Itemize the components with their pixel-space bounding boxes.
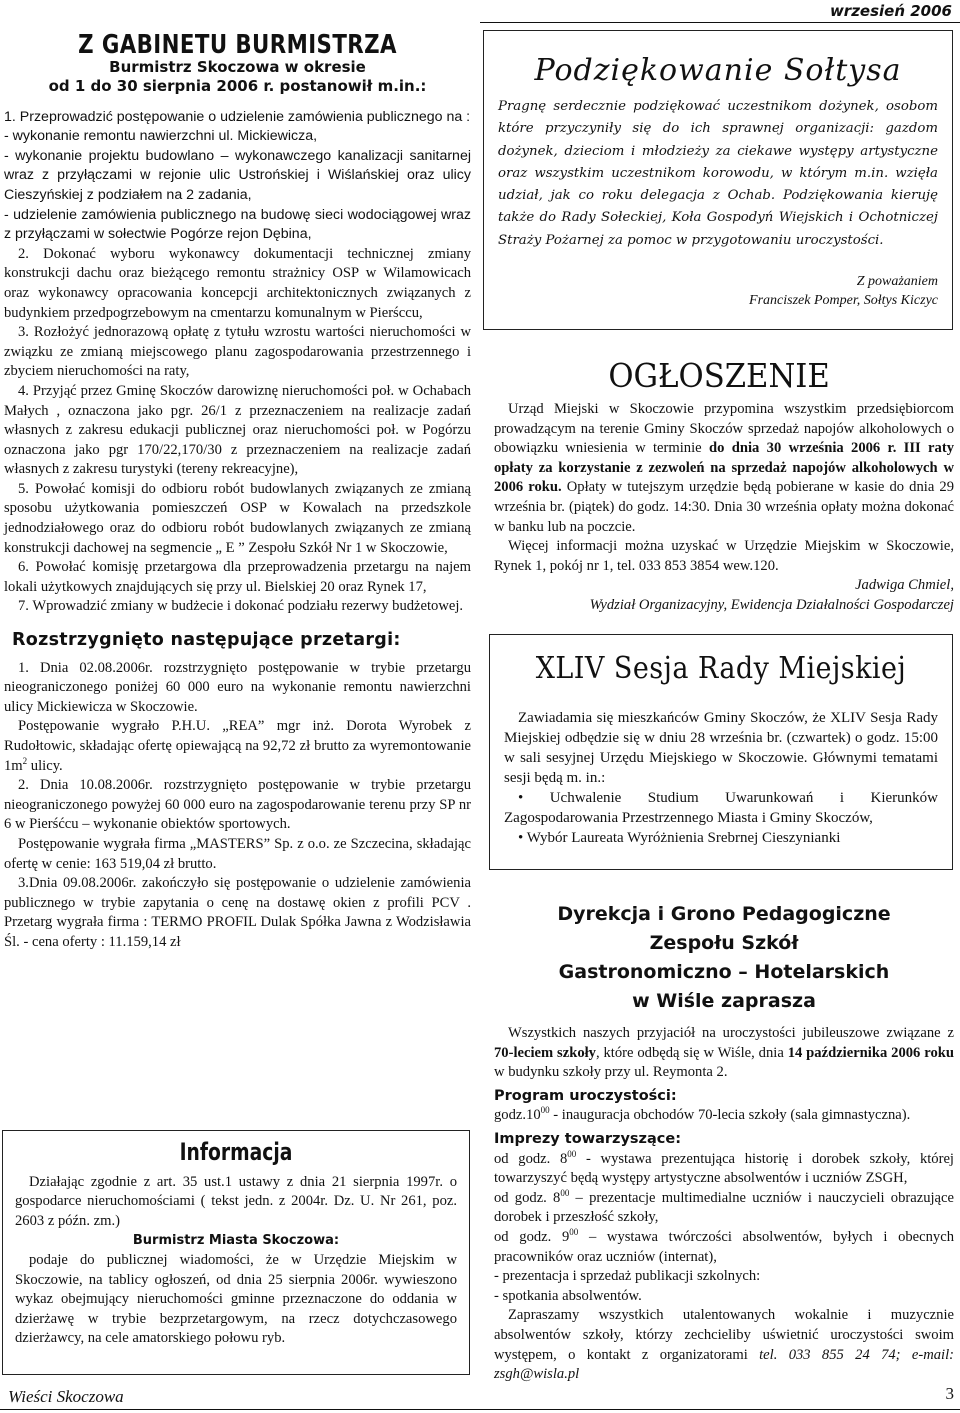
imprezy-2-time: od godz. 8: [494, 1189, 561, 1206]
sesja-box: [489, 634, 953, 870]
imprezy-1-sup: 00: [567, 1148, 577, 1159]
imprezy-1-time: od godz. 8: [494, 1150, 568, 1167]
imprezy-3-desc: – wystawa twórczości absolwentów, byłych i obecnych pracowników oraz uczniów (internat),: [494, 1228, 954, 1265]
ogloszenie-sign-name: Jadwiga Chmiel,: [855, 577, 954, 594]
szkola-heading: [494, 900, 954, 1016]
issue-date: wrzesień 2006: [829, 2, 952, 20]
tender-2-winner: Postępowanie wygrała firma „MASTERS” Sp. z o.o. ze Szczecina, składając ofertę w cenie: 163 519,04 zł brutto.: [4, 835, 471, 872]
szkola-heading-3: Gastronomiczno – Hotelarskich: [558, 961, 890, 983]
imprezy-1-desc: - wystawa prezentująca historię i dorobek szkoły, której towarzyszyć będą występy artystyczne absolwentów i uczniów ZSGH,: [494, 1150, 954, 1187]
decision-1b: - wykonanie projektu budowlano – wykonawczego kanalizacji sanitarnej wraz z przyłączami w rejonie ulic Ustrońskiej i Wiślańskiej oraz ulicy Cieszyńskiej z podziałem na 2 zadania,: [4, 147, 471, 203]
burmistrz-subtitle-line2: od 1 do 30 sierpnia 2006 r. postanowił m.in.:: [48, 76, 427, 95]
imprezy-2-sup: 00: [560, 1187, 570, 1198]
szkola-body: [494, 1024, 954, 1385]
bottom-rule: [0, 1409, 960, 1410]
sesja-bullet-1: • Uchwalenie Studium Uwarunkowań i Kierunków Zagospodarowania Przestrzennego Miasta i Gminy Skoczów,: [504, 790, 938, 826]
imprezy-item-5: - spotkania absolwentów.: [494, 1287, 642, 1304]
szkola-heading-2: Zespołu Szkół: [649, 932, 799, 954]
sesja-body: [504, 708, 938, 848]
decision-1c: - udzielenie zamówienia publicznego na budowę sieci wodociągowej wraz z przyłączami w sołectwie Pogórze rejon Dębina,: [4, 206, 471, 243]
sesja-p1: Zawiadamia się mieszkańców Gminy Skoczów, że XLIV Sesja Rady Miejskiej odbędzie się w dniu 28 września br. (czwartek) o godz. 15:00 w sali sesyjnej Urzędu Miejskiego w Skoczowie. Głównymi tematami sesji będą m. in.:: [504, 710, 938, 786]
podziekowanie-sign-greeting: Z poważaniem: [856, 274, 938, 290]
top-rule: [480, 22, 960, 23]
imprezy-3-sup: 00: [569, 1227, 579, 1238]
szkola-intro-date: 14 października 2006 roku: [787, 1044, 954, 1061]
podziekowanie-title: Podziękowanie Sołtysa: [534, 53, 902, 88]
szkola-outro: [494, 1306, 954, 1384]
ogloszenie-p2: Więcej informacji można uzyskać w Urzędzie Miejskim w Skoczowie, Rynek 1, pokój nr 1, tel. 033 853 3854 wew.120.: [494, 538, 954, 574]
szkola-intro-text: Wszystkich naszych przyjaciół na uroczystości jubileuszowe związane z: [508, 1025, 954, 1041]
informacja-issuer: Burmistrz Miasta Skoczowa:: [132, 1233, 340, 1249]
informacja-body: podaje do publicznej wiadomości, że w Urzędzie Miejskim w Skoczowie, na tablicy ogłoszeń, od dnia 25 sierpnia 2006r. wywieszono wykaz obejmujący nieruchomości gminne przeznaczone do oddania w dzierżawę w trybie bezprzetargowym, na rzecz dotychczasowego dzierżawcy, na cele amatorskiego połowu ryb.: [15, 1251, 457, 1347]
sesja-bullet-2: • Wybór Laureata Wyróżnienia Srebrnej Cieszynianki: [518, 830, 841, 846]
informacja-box: [2, 1130, 470, 1375]
program-desc: - inauguracja obchodów 70-lecia szkoły (sala gimnastyczna).: [549, 1107, 911, 1124]
imprezy-item-1: [494, 1150, 954, 1189]
decision-7: 7. Wprowadzić zmiany w budżecie i dokonać podziału rezerwy budżetowej.: [18, 598, 464, 615]
szkola-intro-tail: w budynku szkoły przy ul. Reymonta 2.: [494, 1064, 728, 1081]
szkola-contact: tel. 033 855 24 74; e-mail: zsgh@wisla.pl: [494, 1346, 955, 1383]
decision-2: 2. Dokonać wyboru wykonawcy dokumentacji technicznej zmiany konstrukcji dachu oraz bieżącego remontu strażnicy OSP w Wilamowicach oraz wykonawcy opracowania koncepcji architektonicznych związanych z budynkiem przedpogrzebowym na cmentarzu komunalnym w Pierśccu,: [4, 245, 471, 321]
szkola-heading-1: Dyrekcja i Grono Pedagogiczne: [557, 903, 891, 925]
ogloszenie-p1-deadline: do dnia 30 września 2006 r. III raty opłaty za korzystanie z zezwoleń na sprzedaż napojów alkoholowych w 2006 roku.: [494, 440, 954, 496]
ogloszenie-p1-tail: Opłaty w tutejszym urzędzie będą pobierane w kasie do dnia 29 września br. (piątek) do godz. 14:30. Dnia 30 września opłaty można dokonać w banku lub na poczcie.: [494, 479, 954, 535]
decision-1: 1. Przeprowadzić postępowanie o udzielenie zamówienia publicznego na :: [4, 108, 471, 125]
sesja-title: XLIV Sesja Rady Miejskiej: [535, 651, 907, 686]
ogloszenie-title: OGŁOSZENIE: [608, 356, 830, 395]
imprezy-heading: Imprezy towarzyszące:: [494, 1130, 682, 1147]
tender-2: 2. Dnia 10.08.2006r. rozstrzygnięto postępowanie w trybie przetargu nieograniczonego powyżej 60 000 euro na zagospodarowanie terenu przy SP nr 6 w Pierśćcu – wykonanie obiektów sportowych.: [4, 777, 471, 833]
szkola-heading-4: w Wiśle zaprasza: [632, 990, 816, 1012]
szkola-intro-mid: , które odbędą się w Wiśle, dnia: [595, 1044, 788, 1061]
decision-5: 5. Powołać komisji do odbioru robót budowlanych związanych ze zmianą sposobu użytkowania pomieszczeń OSP w Kowalach na przedszkole jednodziałowego oraz do odbioru robót budowlanych związanych ze zmianą konstrukcji dachowej na segmencie „ E ” Zespołu Szkół Nr 1 w Skoczowie,: [4, 480, 471, 556]
szkola-intro: [494, 1024, 954, 1083]
informacja-title: Informacja: [179, 1138, 293, 1166]
program-heading: Program uroczystości:: [494, 1087, 677, 1104]
decision-6: 6. Powołać komisję przetargowa dla przeprowadzenia przetargu na najem lokali użytkowych znajdujących się przy ul. Bielskiej 20 oraz Rynek 17,: [4, 559, 471, 595]
tender-1-winner-tail: ulicy.: [27, 757, 63, 774]
tender-1: 1. Dnia 02.08.2006r. rozstrzygnięto postępowanie w trybie przetargu nieograniczonego poniżej 60 000 euro na wykonanie remontu nawierzchni ulicy Mickiewicza w Skoczowie.: [4, 659, 471, 715]
footer-title: Wieści Skoczowa: [8, 1387, 124, 1406]
tender-1-winner-text: Postępowanie wygrało P.H.U. „REA” mgr inż. Dorota Wyrobek z Rudołtowic, składając ofertę opiewającą na 92,72 zł brutto za wyremontowanie 1m: [4, 718, 471, 774]
ogloszenie-p1: [494, 400, 954, 537]
program-time: godz.10: [494, 1107, 541, 1124]
imprezy-item-4: - prezentacja i sprzedaż publikacji szkolnych:: [494, 1268, 761, 1285]
ogloszenie-p1-text: Urząd Miejski w Skoczowie przypomina wszystkim przedsiębiorcom prowadzącym na terenie Gminy Skoczów sprzedaż napojów alkoholowych o obowiązku wniesienia w terminie: [494, 401, 954, 457]
informacja-legal: Działając zgodnie z art. 35 ust.1 ustawy z dnia 21 sierpnia 1997r. o gospodarce nieruchomościami ( tekst jedn. z 2004r. Dz. U. Nr 261, poz. 2603 z późn. zm.): [15, 1173, 457, 1229]
program-item: [494, 1106, 954, 1126]
imprezy-item-2: [494, 1189, 954, 1228]
page-number: 3: [945, 1384, 954, 1403]
imprezy-3-time: od godz. 9: [494, 1228, 570, 1245]
ogloszenie-body: [494, 400, 954, 616]
podziekowanie-signature: [498, 272, 938, 310]
podziekowanie-sign-name: Franciszek Pomper, Sołtys Kiczyc: [749, 293, 938, 309]
burmistrz-subtitle: [4, 58, 471, 96]
tender-3: 3.Dnia 09.08.2006r. zakończyło się postępowanie o udzielenie zamówienia publicznego w trybie zapytania o cenę na dostawę okien z profili PCV . Przetarg wygrała firma : TERMO PROFIL Dulak Spółka Jawna z Wodzisławia Śl. - cena oferty : 11.159,14 zł: [4, 875, 471, 950]
przetargi-heading: Rozstrzygnięto następujące przetargi:: [12, 630, 401, 651]
decision-3: 3. Rozłożyć jednorazową opłatę z tytułu wzrostu wartości nieruchomości w związku ze zmianą miejscowego planu zagospodarowania przestrzennego i zbyciem nieruchomości na raty,: [4, 324, 471, 380]
burmistrz-title: Z GABINETU BURMISTRZA: [78, 30, 397, 60]
szkola-intro-anniversary: 70-leciem szkoły: [494, 1044, 596, 1061]
decision-4: 4. Przyjąć przez Gminę Skoczów darowiznę nieruchomości poł. w Ochabach Małych , oznaczona jako pgr. 26/1 z przeznaczeniem na realizacje zadań własnych z zakresu edukacji publicznej oraz nieruchomości poł. w Pogórzu oznaczona jako pgr 170/22,170/30 z przeznaczeniem na realizacje zadań własnych z zakresu turystyki (tereny rekreacyjne),: [4, 382, 471, 478]
burmistrz-section: [4, 30, 471, 953]
szkola-outro-text: Zapraszamy wszystkich utalentowanych wokalnie i muzycznie absolwentów szkoły, którzy zechcieliby uświetnić uroczystości swoim występem, o kontakt z organizatorami: [494, 1307, 954, 1363]
podziekowanie-body: Pragnę serdecznie podziękować uczestnikom dożynek, osobom które przyczyniły się do ich sprawnej organizacji: gazdom dożynek, dzieciom i młodzieży za ciekawe występy artystyczne oraz wszystkim uczestnikom korowodu, w którym m.in. wzięła udział, jak co roku delegacja z Ochab. Podziękowania kieruję także do Rady Sołeckiej, Koła Gospodyń Wiejskich i Ochotniczej Straży Pożarnej za pomoc w przygotowaniu uroczystości.: [498, 99, 938, 248]
ogloszenie-sign-dept: Wydział Organizacyjny, Ewidencja Działalności Gospodarczej: [589, 596, 954, 613]
burmistrz-subtitle-line1: Burmistrz Skoczowa w okresie: [109, 57, 366, 76]
imprezy-item-3: [494, 1228, 954, 1267]
tender-1-sup: 2: [22, 755, 28, 766]
program-time-sup: 00: [540, 1105, 550, 1116]
tender-1-winner: [4, 717, 471, 776]
podziekowanie-box: [483, 30, 953, 330]
decision-1a: - wykonanie remontu nawierzchni ul. Mickiewicza,: [4, 128, 318, 145]
imprezy-2-desc: – prezentacje multimedialne uczniów i nauczycieli obrazujące dorobek i przeszłość szkoły,: [494, 1189, 954, 1226]
